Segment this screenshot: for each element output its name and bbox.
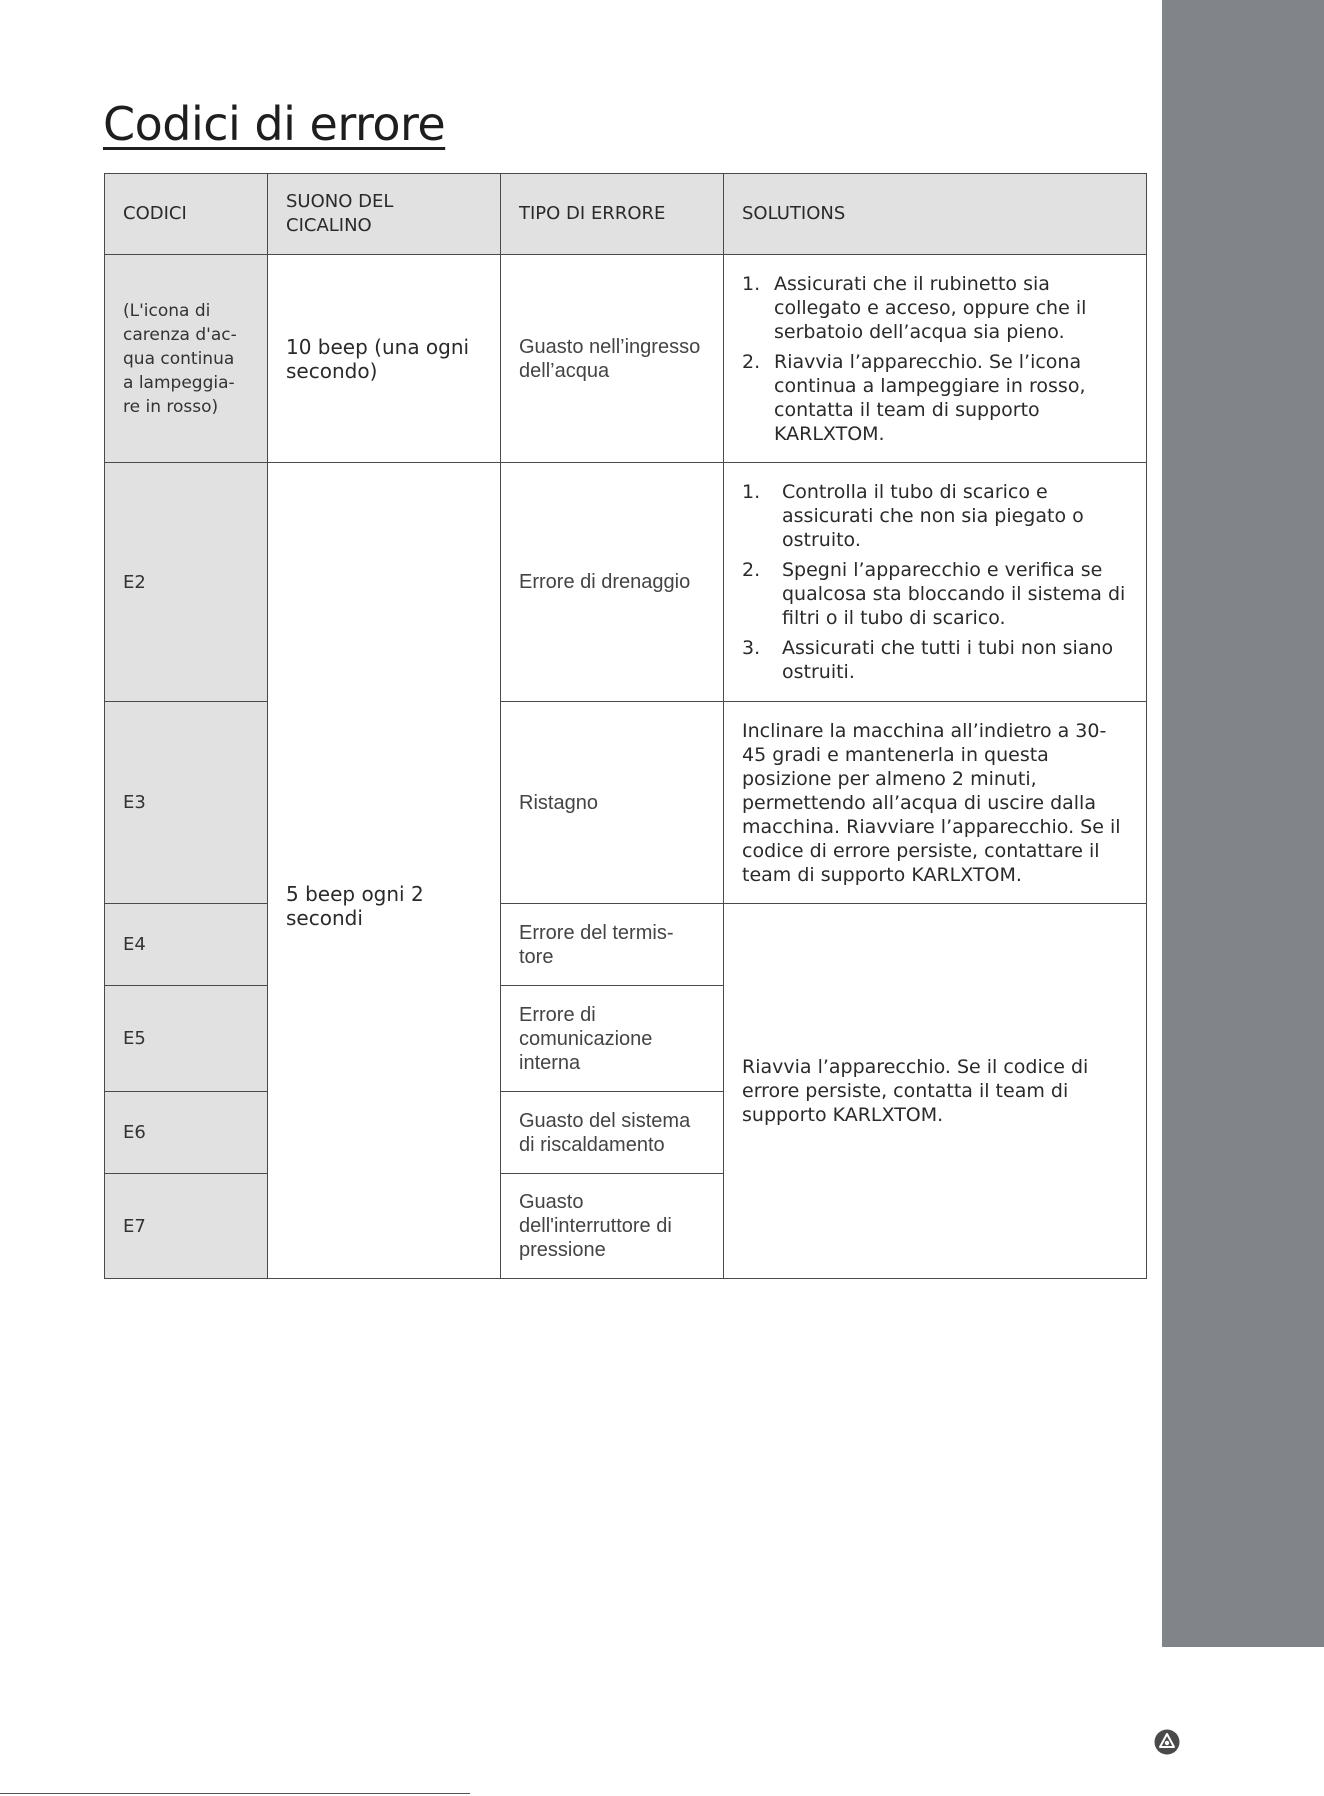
code-cell: E6 (105, 1092, 268, 1174)
solutions-cell (724, 463, 1147, 702)
solution-item: 1. Controlla il tubo di scarico e assicurati che non sia piegato o ostruito. (742, 481, 1084, 551)
solution-item: 1. Assicurati che il rubinetto sia collegato e acceso, oppure che il serbatoio dell’acqua sia pieno. (742, 272, 1087, 343)
sound-cell: 10 beep (una ogni secondo) (268, 255, 501, 463)
header-solutions: SOLUTIONS (724, 174, 1147, 255)
shared-sound-cell: 5 beep ogni 2 secondi (268, 463, 501, 1279)
solution-item: 2. Riavvia l’apparecchio. Se l’icona continua a lampeggiare in rosso, contatta il team di supporto KARLXTOM. (742, 350, 1086, 445)
solution-item: 2. Spegni l’apparecchio e verifica se qualcosa sta bloccando il sistema di filtri o il tubo di scarico. (742, 559, 1126, 629)
error-codes-table (104, 173, 1147, 1279)
table-row (105, 702, 1147, 904)
error-type-cell: Ristagno (501, 702, 724, 904)
code-cell: E7 (105, 1174, 268, 1279)
table-row (105, 463, 1147, 702)
header-buzzer-sound: SUONO DEL CICALINO (268, 174, 501, 255)
brand-logo-icon (1154, 1729, 1180, 1755)
solution-list (742, 272, 1128, 446)
code-cell: E5 (105, 986, 268, 1092)
solution-item: 3. Assicurati che tutti i tubi non siano ostruiti. (742, 637, 1114, 683)
side-decor-band (1162, 0, 1324, 1647)
error-type-cell: Errore di comunicazione interna (501, 986, 724, 1092)
error-type-cell: Errore di drenaggio (501, 463, 724, 702)
solutions-cell: Inclinare la macchina all’indietro a 30-45 gradi e mantenerla in questa posizione per almeno 2 minuti, permettendo all’acqua di uscire dalla macchina. Riavviare l’apparecchio. Se il codice di errore persiste, contattare il team di supporto KARLXTOM. (724, 702, 1147, 904)
code-cell: (L'icona di carenza d'ac-qua continua a lampeggia-re in rosso) (105, 255, 268, 463)
shared-solution-cell: Riavvia l’apparecchio. Se il codice di errore persiste, contatta il team di supporto KARLXTOM. (724, 904, 1147, 1279)
header-error-type: TIPO DI ERRORE (501, 174, 724, 255)
code-cell: E3 (105, 702, 268, 904)
error-type-cell: Guasto nell’ingresso dell’acqua (501, 255, 724, 463)
page-title: Codici di errore (103, 97, 446, 151)
table-row (105, 904, 1147, 986)
code-cell: E4 (105, 904, 268, 986)
solution-list (742, 480, 1128, 684)
table-row (105, 255, 1147, 463)
table-header-row (105, 174, 1147, 255)
footer-rule (0, 1793, 470, 1794)
error-type-cell: Guasto del sistema di riscaldamento (501, 1092, 724, 1174)
error-type-cell: Guasto dell'interruttore di pressione (501, 1174, 724, 1279)
header-codes: CODICI (105, 174, 268, 255)
error-type-cell: Errore del termis-tore (501, 904, 724, 986)
code-cell: E2 (105, 463, 268, 702)
solutions-cell (724, 255, 1147, 463)
